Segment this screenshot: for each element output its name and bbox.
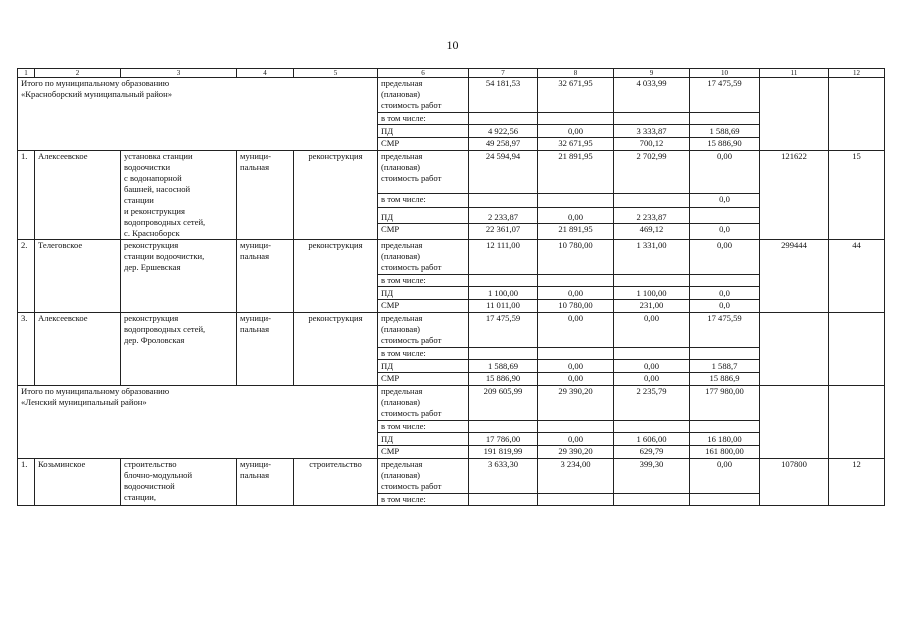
investment-table — [17, 68, 885, 506]
settlement-name: Козьминское — [35, 459, 121, 506]
cost-category-label: в том числе: — [378, 421, 469, 433]
cost-value — [614, 275, 690, 287]
cost-category-label: ПД — [378, 433, 469, 446]
cost-value: 177 980,00 — [690, 386, 760, 421]
cost-category-label: предельная (плановая) стоимость работ — [378, 78, 469, 113]
cost-value: 2 233,87 — [469, 208, 538, 224]
cost-value: 0,0 — [690, 193, 760, 208]
indicator-value: 299444 — [760, 240, 829, 313]
cost-value: 32 671,95 — [538, 138, 614, 151]
cost-value: 15 886,90 — [690, 138, 760, 151]
cost-category-label: в том числе: — [378, 494, 469, 506]
cost-value: 0,00 — [538, 433, 614, 446]
cost-value: 16 180,00 — [690, 433, 760, 446]
cost-value: 3 333,87 — [614, 125, 690, 138]
cost-value — [690, 421, 760, 433]
table-row — [18, 151, 885, 194]
table-row — [18, 386, 885, 421]
indicator-value — [829, 78, 885, 151]
cost-value: 0,00 — [614, 360, 690, 373]
work-type: реконструкция — [294, 313, 378, 386]
cost-value: 17 475,59 — [469, 313, 538, 348]
cost-category-label: СМР — [378, 373, 469, 386]
cost-value: 231,00 — [614, 300, 690, 313]
cost-category-label: ПД — [378, 287, 469, 300]
settlement-name: Алексеевское — [35, 151, 121, 240]
cost-value: 0,0 — [690, 287, 760, 300]
cost-value: 54 181,53 — [469, 78, 538, 113]
cost-value — [614, 113, 690, 125]
cost-value: 3 234,00 — [538, 459, 614, 494]
ownership: муници- пальная — [237, 313, 294, 386]
cost-category-label: ПД — [378, 360, 469, 373]
indicator-value: 15 — [829, 151, 885, 240]
cost-value — [614, 193, 690, 208]
cost-value — [469, 494, 538, 506]
table-row — [18, 313, 885, 348]
cost-value: 32 671,95 — [538, 78, 614, 113]
cost-value: 2 702,99 — [614, 151, 690, 194]
cost-category-label: СМР — [378, 138, 469, 151]
cost-category-label: СМР — [378, 224, 469, 240]
column-header: 1 — [18, 69, 35, 78]
cost-value: 1 100,00 — [469, 287, 538, 300]
cost-value: 17 475,59 — [690, 313, 760, 348]
indicator-value — [829, 386, 885, 459]
cost-value: 1 588,69 — [469, 360, 538, 373]
cost-value: 4 033,99 — [614, 78, 690, 113]
cost-category-label: в том числе: — [378, 193, 469, 208]
cost-value — [469, 113, 538, 125]
cost-value: 0,00 — [690, 240, 760, 275]
column-header: 10 — [690, 69, 760, 78]
row-number: 3. — [18, 313, 35, 386]
column-header: 12 — [829, 69, 885, 78]
indicator-value — [760, 313, 829, 386]
cost-category-label: СМР — [378, 446, 469, 459]
cost-value: 399,30 — [614, 459, 690, 494]
indicator-value: 121622 — [760, 151, 829, 240]
object-description: реконструкция станции водоочистки, дер. Ершевская — [121, 240, 237, 313]
cost-value — [538, 193, 614, 208]
cost-value — [538, 275, 614, 287]
column-header: 5 — [294, 69, 378, 78]
cost-value: 15 886,90 — [469, 373, 538, 386]
cost-category-label: в том числе: — [378, 275, 469, 287]
cost-value: 0,00 — [614, 313, 690, 348]
cost-value: 15 886,9 — [690, 373, 760, 386]
indicator-value: 44 — [829, 240, 885, 313]
cost-value: 161 800,00 — [690, 446, 760, 459]
row-number: 2. — [18, 240, 35, 313]
cost-value — [690, 208, 760, 224]
cost-value: 17 475,59 — [690, 78, 760, 113]
cost-value: 10 780,00 — [538, 300, 614, 313]
cost-value: 1 588,7 — [690, 360, 760, 373]
cost-category-label: в том числе: — [378, 348, 469, 360]
cost-value — [614, 494, 690, 506]
work-type: строительство — [294, 459, 378, 506]
cost-value: 0,0 — [690, 224, 760, 240]
cost-category-label: предельная (плановая) стоимость работ — [378, 386, 469, 421]
cost-value: 17 786,00 — [469, 433, 538, 446]
cost-value: 24 594,94 — [469, 151, 538, 194]
table-row — [18, 459, 885, 494]
page-number: 10 — [446, 38, 459, 52]
cost-value: 22 361,07 — [469, 224, 538, 240]
cost-value: 2 235,79 — [614, 386, 690, 421]
cost-value: 21 891,95 — [538, 151, 614, 194]
ownership: муници- пальная — [237, 240, 294, 313]
object-description: установка станции водоочистки с водонапорной башней, насосной станции и реконструкция водопроводных сетей, с. Красноборск — [121, 151, 237, 240]
cost-category-label: в том числе: — [378, 113, 469, 125]
cost-value — [690, 348, 760, 360]
cost-category-label: ПД — [378, 125, 469, 138]
cost-value: 0,00 — [614, 373, 690, 386]
table-row — [18, 240, 885, 275]
cost-value: 469,12 — [614, 224, 690, 240]
row-number: 1. — [18, 459, 35, 506]
row-number: 1. — [18, 151, 35, 240]
cost-value — [538, 113, 614, 125]
column-header: 4 — [237, 69, 294, 78]
cost-value: 0,00 — [690, 151, 760, 194]
cost-value — [469, 275, 538, 287]
settlement-name: Алексеевское — [35, 313, 121, 386]
cost-value: 191 819,99 — [469, 446, 538, 459]
column-header: 9 — [614, 69, 690, 78]
work-type: реконструкция — [294, 151, 378, 240]
cost-value: 0,00 — [538, 313, 614, 348]
settlement-name: Телеговское — [35, 240, 121, 313]
cost-value — [538, 494, 614, 506]
object-description: реконструкция водопроводных сетей, дер. Фроловская — [121, 313, 237, 386]
cost-value: 11 011,00 — [469, 300, 538, 313]
column-header: 6 — [378, 69, 469, 78]
cost-value: 49 258,97 — [469, 138, 538, 151]
cost-value: 209 605,99 — [469, 386, 538, 421]
cost-category-label: СМР — [378, 300, 469, 313]
cost-value: 4 922,56 — [469, 125, 538, 138]
column-header: 8 — [538, 69, 614, 78]
cost-value: 29 390,20 — [538, 446, 614, 459]
ownership: муници- пальная — [237, 459, 294, 506]
cost-value — [469, 193, 538, 208]
cost-value — [690, 113, 760, 125]
cost-category-label: предельная (плановая) стоимость работ — [378, 240, 469, 275]
cost-value: 21 891,95 — [538, 224, 614, 240]
cost-value: 0,00 — [538, 125, 614, 138]
cost-value: 1 331,00 — [614, 240, 690, 275]
column-header: 11 — [760, 69, 829, 78]
cost-category-label: предельная (плановая) стоимость работ — [378, 459, 469, 494]
cost-category-label: предельная (плановая) стоимость работ — [378, 151, 469, 194]
cost-value: 1 100,00 — [614, 287, 690, 300]
cost-value: 29 390,20 — [538, 386, 614, 421]
cost-value — [469, 421, 538, 433]
cost-category-label: ПД — [378, 208, 469, 224]
group-total-title: Итого по муниципальному образованию «Ленский муниципальный район» — [18, 386, 378, 459]
indicator-value — [760, 386, 829, 459]
cost-value: 1 588,69 — [690, 125, 760, 138]
indicator-value — [829, 313, 885, 386]
work-type: реконструкция — [294, 240, 378, 313]
cost-value: 10 780,00 — [538, 240, 614, 275]
column-header: 3 — [121, 69, 237, 78]
cost-value: 0,00 — [538, 287, 614, 300]
cost-value: 0,00 — [538, 208, 614, 224]
cost-value: 2 233,87 — [614, 208, 690, 224]
column-number-row — [18, 69, 885, 78]
cost-value: 629,79 — [614, 446, 690, 459]
cost-value — [469, 348, 538, 360]
cost-value: 0,00 — [538, 360, 614, 373]
group-total-title: Итого по муниципальному образованию «Красноборский муниципальный район» — [18, 78, 378, 151]
cost-value: 0,0 — [690, 300, 760, 313]
cost-value — [538, 421, 614, 433]
indicator-value: 12 — [829, 459, 885, 506]
column-header: 7 — [469, 69, 538, 78]
indicator-value — [760, 78, 829, 151]
cost-value — [538, 348, 614, 360]
column-header: 2 — [35, 69, 121, 78]
cost-value: 0,00 — [690, 459, 760, 494]
cost-value — [614, 348, 690, 360]
cost-value: 0,00 — [538, 373, 614, 386]
cost-value: 3 633,30 — [469, 459, 538, 494]
cost-value: 12 111,00 — [469, 240, 538, 275]
cost-value: 700,12 — [614, 138, 690, 151]
cost-category-label: предельная (плановая) стоимость работ — [378, 313, 469, 348]
cost-value — [690, 494, 760, 506]
cost-value — [690, 275, 760, 287]
table-row — [18, 78, 885, 113]
indicator-value: 107800 — [760, 459, 829, 506]
cost-value: 1 606,00 — [614, 433, 690, 446]
object-description: строительство блочно-модульной водоочистной станции, — [121, 459, 237, 506]
ownership: муници- пальная — [237, 151, 294, 240]
cost-value — [614, 421, 690, 433]
